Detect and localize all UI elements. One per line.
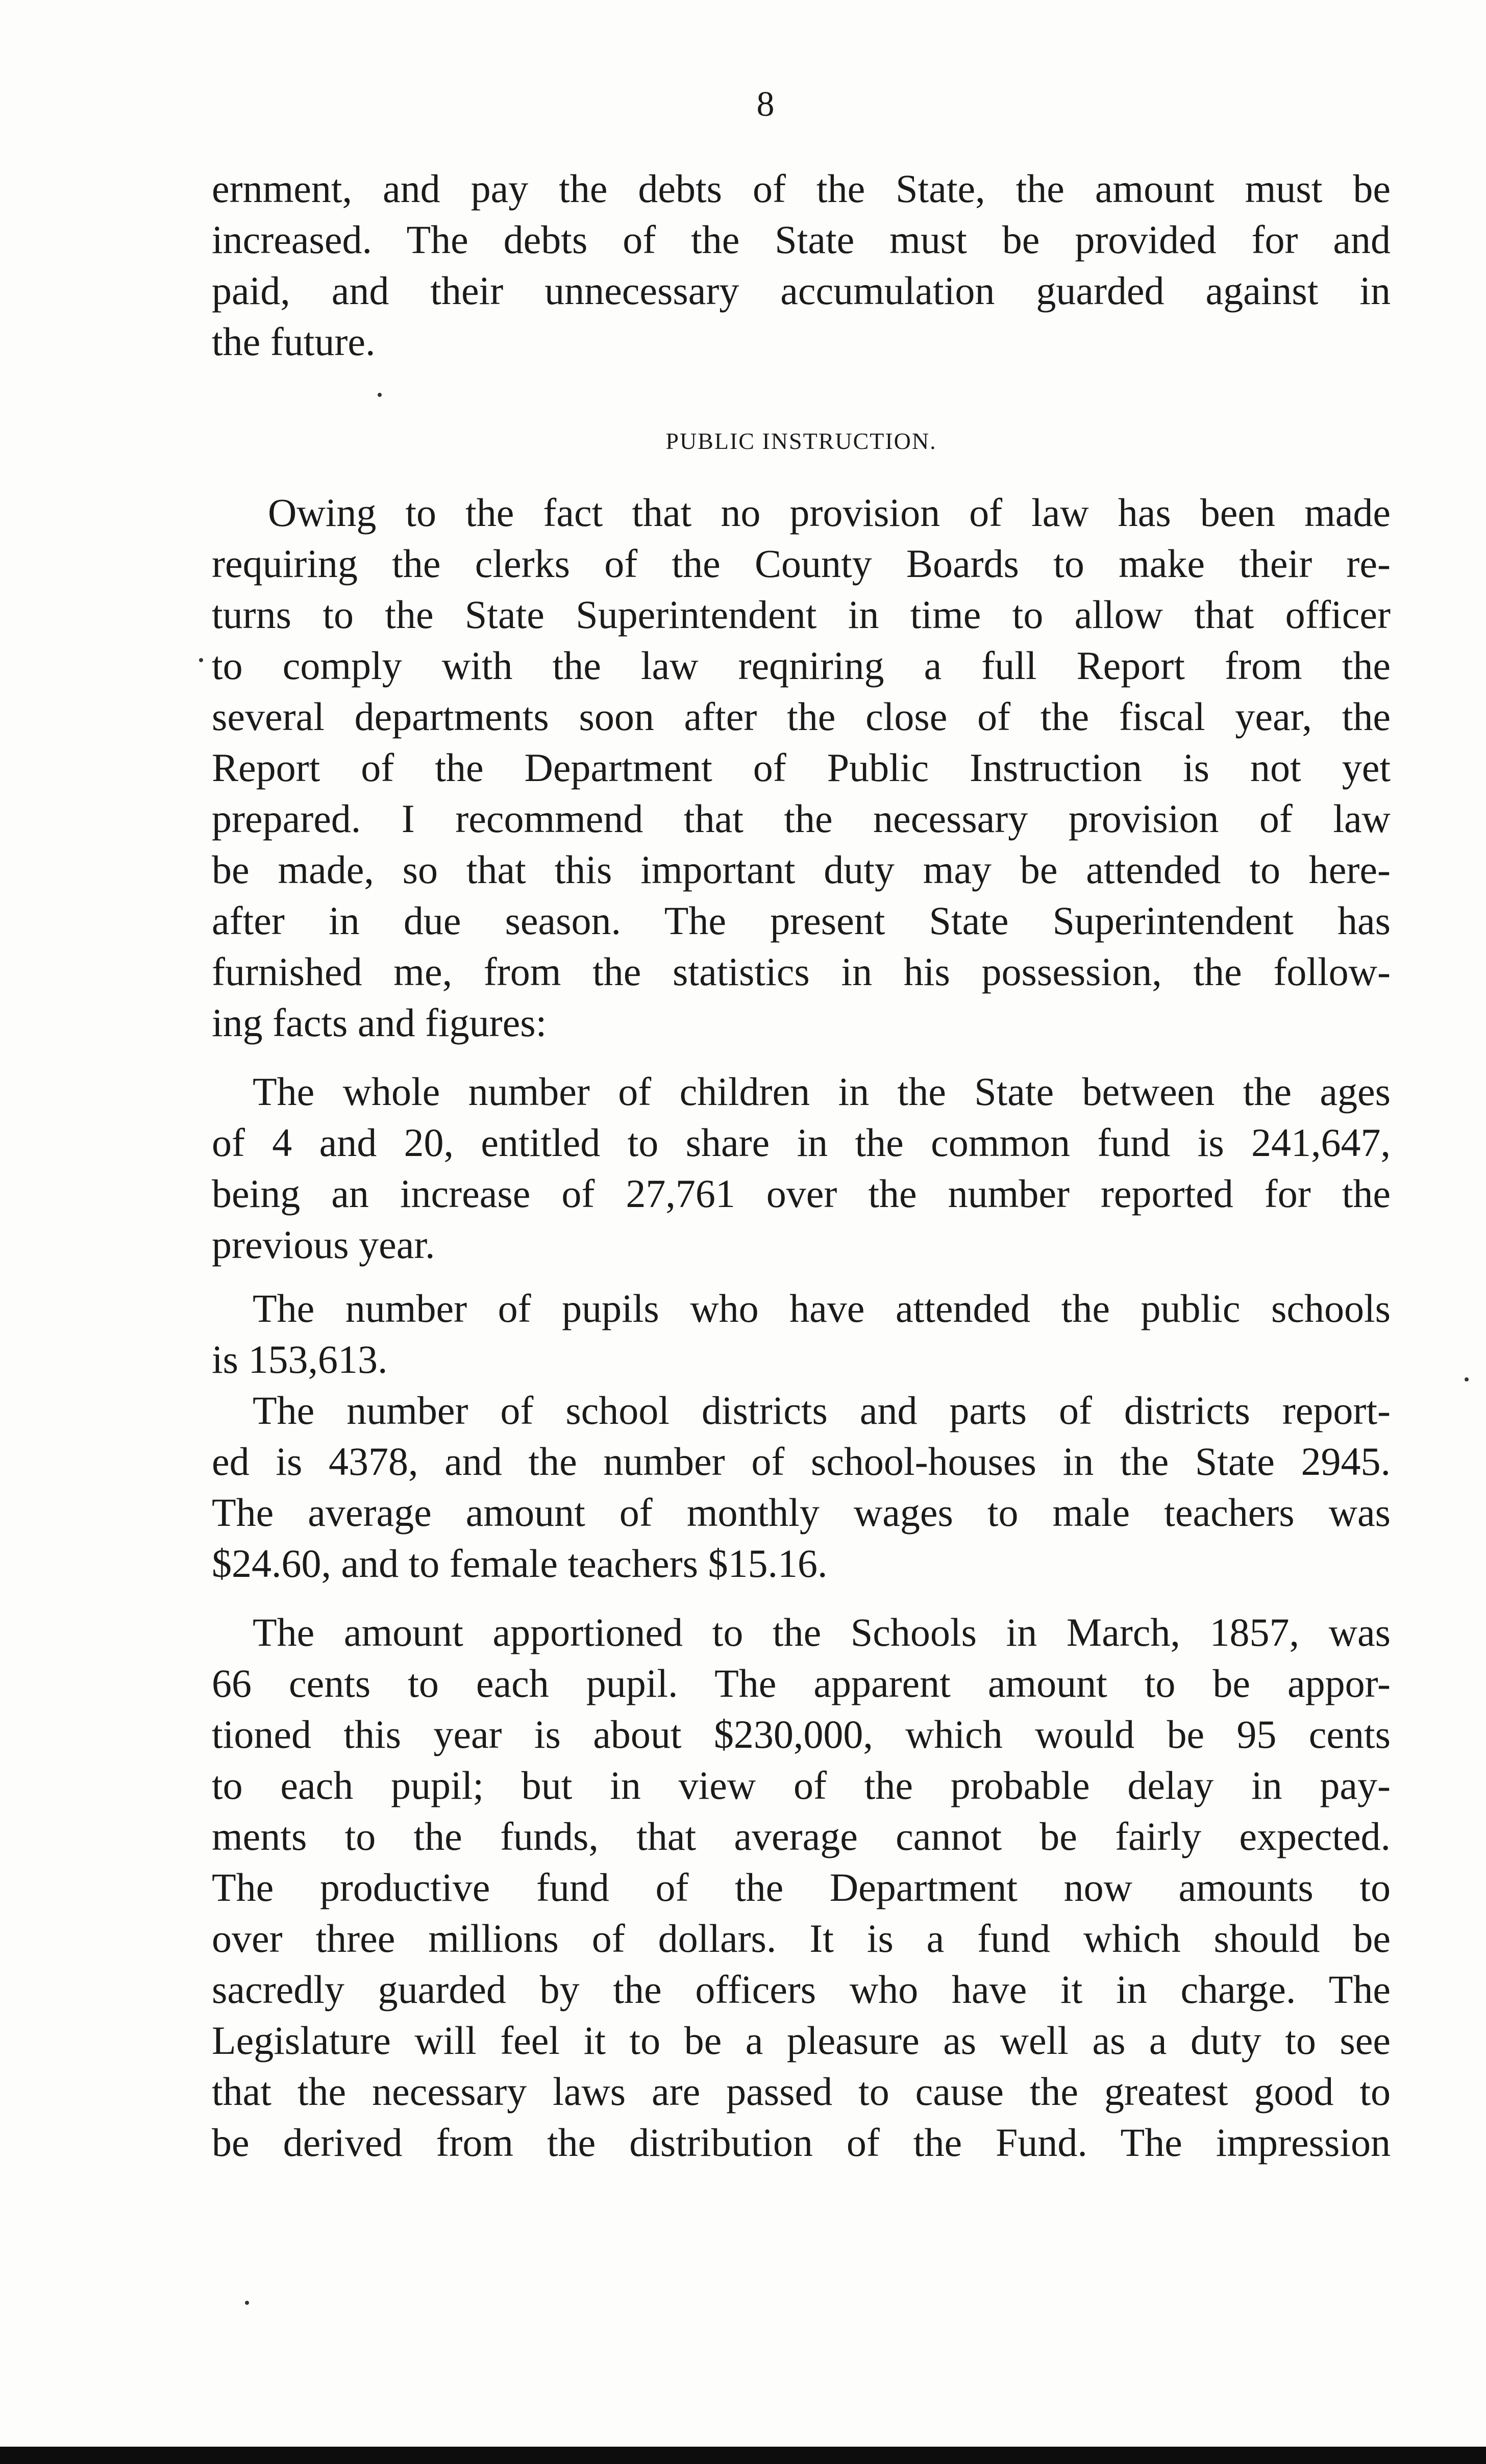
- text-line: The amount apportioned to the Schools in March, 1857, was: [253, 1610, 1391, 1654]
- text-line: ing facts and figures:: [212, 1000, 547, 1045]
- text-line: be made, so that this important duty may be attended to here-: [212, 847, 1391, 892]
- text-line: to each pupil; but in view of the probable delay in pay-: [212, 1763, 1391, 1807]
- paragraph-pupils-count: [212, 1283, 1391, 1385]
- text-line: over three millions of dollars. It is a fund which should be: [212, 1916, 1391, 1960]
- text-line: $24.60, and to female teachers $15.16.: [212, 1541, 828, 1586]
- text-line: Owing to the fact that no provision of law has been made: [268, 490, 1391, 535]
- text-line: being an increase of 27,761 over the number reported for the: [212, 1171, 1391, 1216]
- text-line: be derived from the distribution of the Fund. The impression: [212, 2120, 1391, 2165]
- text-line: Legislature will feel it to be a pleasure as well as a duty to see: [212, 2018, 1391, 2063]
- text-line: previous year.: [212, 1222, 435, 1267]
- text-line: The whole number of children in the State between the ages: [253, 1069, 1391, 1114]
- intro-paragraph: [212, 163, 1391, 367]
- paragraph-districts-wages: [212, 1385, 1391, 1589]
- text-line: of 4 and 20, entitled to share in the common fund is 241,647,: [212, 1120, 1391, 1165]
- ink-speck: [1465, 1377, 1469, 1381]
- text-line: The average amount of monthly wages to male teachers was: [212, 1490, 1391, 1535]
- ink-speck: [199, 658, 203, 662]
- text-line: sacredly guarded by the officers who have it in charge. The: [212, 1967, 1391, 2012]
- ink-speck: [378, 393, 382, 397]
- text-line: increased. The debts of the State must be provided for and: [212, 217, 1391, 262]
- text-line: paid, and their unnecessary accumulation guarded against in: [212, 268, 1391, 313]
- text-line: The productive fund of the Department now amounts to: [212, 1865, 1391, 1909]
- paragraph-public-instruction: [212, 487, 1391, 1048]
- text-line: 66 cents to each pupil. The apparent amount to be appor-: [212, 1661, 1391, 1705]
- text-line: several departments soon after the close of the fiscal year, the: [212, 694, 1391, 739]
- text-line: prepared. I recommend that the necessary provision of law: [212, 796, 1391, 841]
- text-line: turns to the State Superintendent in time to allow that officer: [212, 592, 1391, 637]
- paragraph-children-count: [212, 1066, 1391, 1270]
- text-line: ed is 4378, and the number of school-houses in the State 2945.: [212, 1439, 1391, 1484]
- paragraph-apportionment: [212, 1607, 1391, 2168]
- text-line: The number of pupils who have attended the public schools: [253, 1286, 1391, 1330]
- section-heading: PUBLIC INSTRUCTION.: [665, 428, 937, 454]
- text-line: ernment, and pay the debts of the State, the amount must be: [212, 166, 1391, 211]
- text-line: the future.: [212, 319, 376, 364]
- page-number: 8: [756, 85, 775, 124]
- scan-edge: [0, 2447, 1486, 2464]
- text-line: ments to the funds, that average cannot be fairly expected.: [212, 1814, 1391, 1858]
- text-line: to comply with the law reqniring a full Report from the: [212, 643, 1391, 688]
- ink-speck: [245, 2301, 249, 2305]
- text-line: that the necessary laws are passed to cause the greatest good to: [212, 2069, 1391, 2114]
- text-line: requiring the clerks of the County Boards to make their re-: [212, 541, 1391, 586]
- text-line: The number of school districts and parts of districts report-: [253, 1388, 1391, 1432]
- text-line: tioned this year is about $230,000, which would be 95 cents: [212, 1712, 1391, 1756]
- text-line: after in due season. The present State Superintendent has: [212, 898, 1391, 943]
- text-line: is 153,613.: [212, 1337, 388, 1381]
- text-line: furnished me, from the statistics in his possession, the follow-: [212, 949, 1391, 994]
- text-line: Report of the Department of Public Instruction is not yet: [212, 745, 1391, 790]
